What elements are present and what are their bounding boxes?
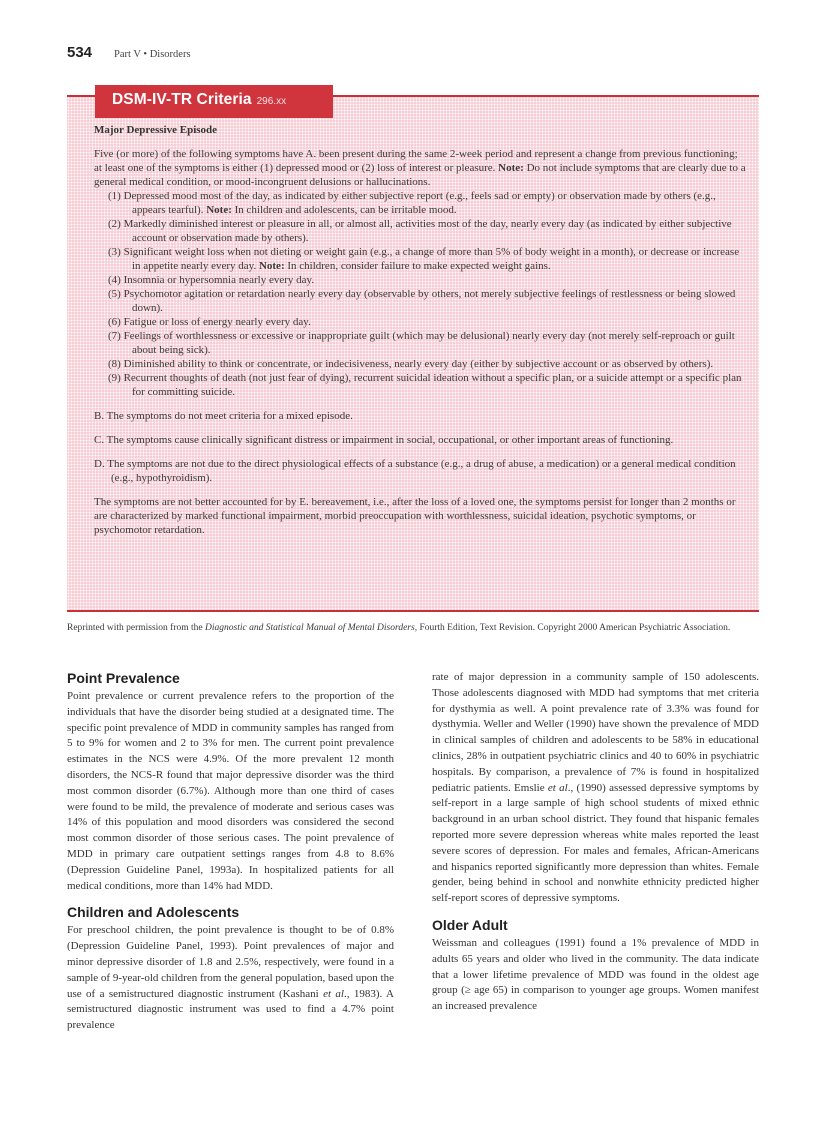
older-adult-heading: Older Adult [432, 916, 508, 933]
criteria-box [67, 91, 759, 612]
episode-title: Major Depressive Episode [94, 124, 218, 136]
symptom-item: (8) Diminished ability to think or concentrate, or indecisiveness, nearly every day (either by subjective account or as observed by others). [108, 358, 714, 370]
point-prevalence-paragraph: Point prevalence or current prevalence refers to the proportion of the individuals that have the disorder being studied at a designated time. The specific point prevalence of MDD in community samples has ranged from 5 to 9% for women and 2 to 3% for men. The current point prevalence estimates in the NCS were 4.9%. Of the more prevalent 12 month disorders, the NCS-R found that major depressive disorder was the third most common disorder (6.7%). Although more than one third of cases were found to be mild, the prevalence of moderate and serious cases was 14% of this population and mood disorders was considered the second most common disorder of those serious cases. The point prevalence of MDD in primary care outpatient settings ranges from 4.8 to 8.6% (Depression Guideline Panel, 1993a). In hospitalized patients for all medical conditions, more than 14% had MDD. [67, 690, 394, 892]
criterion-e: The symptoms are not better accounted for by E. bereavement, i.e., after the loss of a loved one, the symptoms persist for longer than 2 months or are characterized by marked functional impairment, morbid preoccupation with worthlessness, suicidal ideation, psychotic symptoms, or psychomotor retardation. [94, 496, 736, 536]
criterion-b: B. The symptoms do not meet criteria for a mixed episode. [94, 410, 353, 422]
criteria-title: DSM-IV-TR Criteria [112, 91, 252, 108]
older-adult-paragraph: Weissman and colleagues (1991) found a 1% prevalence of MDD in adults 65 years and older who lived in the community. The data indicate that a lower lifetime prevalence of MDD was found in the oldest age group (≥ age 65) in comparison to younger age groups. Women manifest an increased prevalence [432, 936, 759, 1013]
page-number: 534 [67, 44, 93, 61]
symptom-item: (2) Markedly diminished interest or pleasure in all, or almost all, activities most of the day, nearly every day (as indicated by either subjective account or observation made by others). [108, 218, 732, 244]
symptom-item: (7) Feelings of worthlessness or excessive or inappropriate guilt (which may be delusional) nearly every day (not merely self-reproach or guilt about being sick). [108, 330, 735, 356]
symptom-item: (6) Fatigue or loss of energy nearly every day. [108, 316, 311, 328]
criterion-d: D. The symptoms are not due to the direct physiological effects of a substance (e.g., a drug of abuse, a medication) or a general medical condition (e.g., hypothyroidism). [94, 458, 736, 484]
point-prevalence-heading: Point Prevalence [67, 670, 180, 686]
criterion-a-intro: Five (or more) of the following symptoms have A. been present during the same 2-week period and represent a change from previous functioning; at least one of the symptoms is either (1) depressed mood or (2) loss of interest or pleasure. Note: Do not include symptoms that are clearly due to a general medical condition, or mood-incongruent delusions or hallucinations. [94, 148, 746, 188]
children-heading: Children and Adolescents [67, 904, 240, 921]
symptom-item: (1) Depressed mood most of the day, as indicated by either subjective report (e.g., feels sad or empty) or observation made by others (e.g., appears tearful). Note: In children and adolescents, can be irritable mood. [108, 190, 716, 216]
running-head: Part V • Disorders [114, 49, 191, 60]
symptom-item: (9) Recurrent thoughts of death (not just fear of dying), recurrent suicidal ideation without a specific plan, or a suicide attempt or a specific plan for committing suicide. [108, 372, 742, 398]
adolescent-paragraph: rate of major depression in a community sample of 150 adolescents. Those adolescents diagnosed with MDD had symptoms that met criteria for dysthymia as well. A point prevalence rate of 3.3% was found for dysthymia. Weller and Weller (1990) have shown the prevalence of MDD in clinical samples of children and adolescents to be 58% in educational clinics, 28% in outpatient psychiatric clinics and 40 to 60% in psychiatric hospitals. By comparison, a prevalence of 7% is found in hospitalized pediatric patients. Emslie et al., (1990) assessed depressive symptoms by self-report in a large sample of high school students of mixed ethnic background in an urban school district. They found that hispanic females reported more severe depression whereas white males reported the least severe scores of depression. For males and females, African-Americans and hispanics reported significantly more depression than whites. Female gender, being behind in school and nonwhite ethnicity predicted higher self-report scores of depressive symptoms. [432, 671, 759, 905]
symptom-item: (3) Significant weight loss when not dieting or weight gain (e.g., a change of more than 5% of body weight in a month), or decrease or increase in appetite nearly every day. Note: In children, consider failure to make expected weight gains. [108, 246, 740, 272]
children-paragraph: For preschool children, the point prevalence is thought to be of 0.8% (Depression Guideline Panel, 1993). Point prevalences of major and minor depressive disorder of 1.8 and 2.5%, respectively, were found in a sample of 9-year-old children from the general population, based upon the use of a semistructured diagnostic instrument (Kashani et al., 1983). A semistructured diagnostic instrument was used to find a 4.7% point prevalence [67, 924, 394, 1032]
left-column [67, 670, 394, 1034]
reprint-note: Reprinted with permission from the Diagnostic and Statistical Manual of Mental Disorders, Fourth Edition, Text Revision. Copyright 2000 American Psychiatric Association. [67, 623, 731, 633]
criteria-code: 296.xx [256, 96, 287, 107]
criteria-tab [95, 85, 333, 118]
symptom-item: (5) Psychomotor agitation or retardation nearly every day (observable by others, not merely subjective feelings of restlessness or being slowed down). [108, 288, 736, 314]
page-header [67, 44, 191, 64]
criterion-c: C. The symptoms cause clinically significant distress or impairment in social, occupational, or other important areas of functioning. [94, 434, 674, 446]
right-column [432, 670, 759, 1015]
criteria-content [94, 123, 746, 547]
symptom-item: (4) Insomnia or hypersomnia nearly every day. [108, 274, 315, 286]
